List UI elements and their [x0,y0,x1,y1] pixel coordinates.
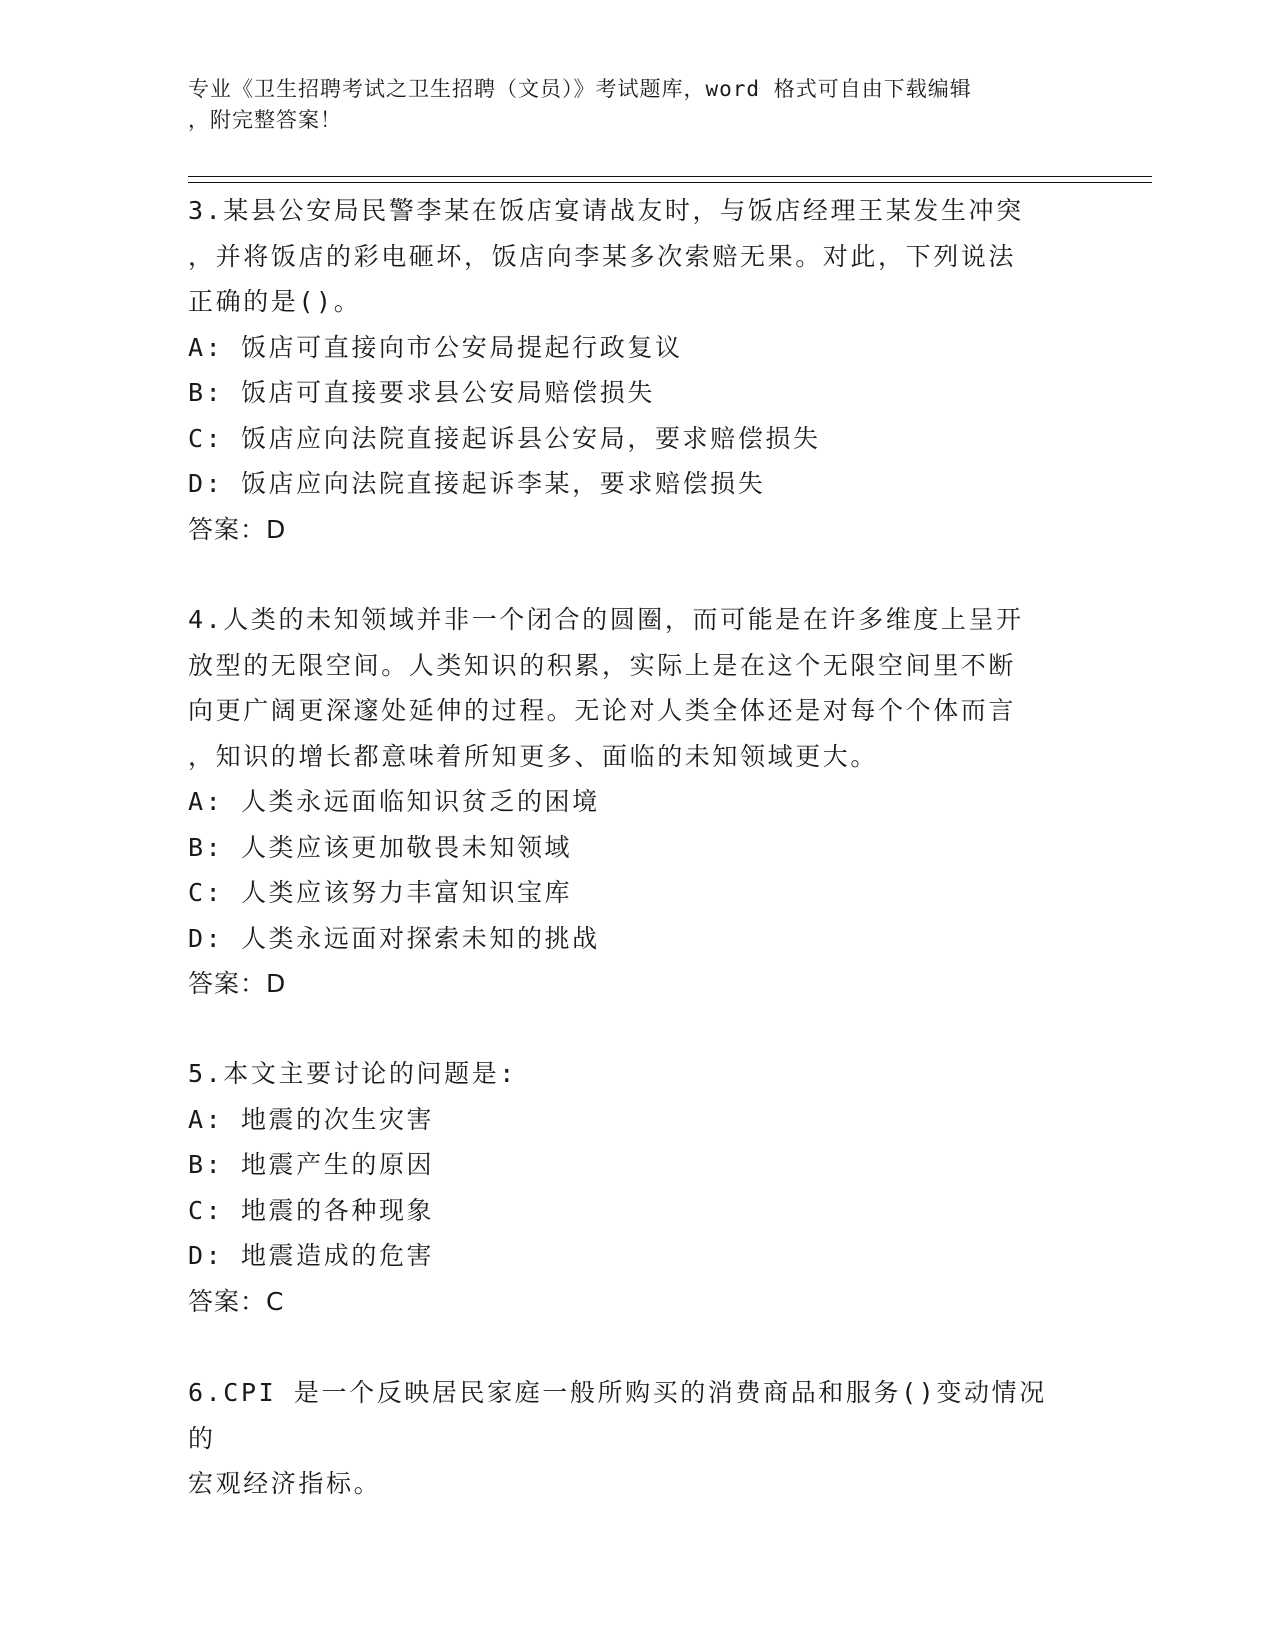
question-stem-line: 3.某县公安局民警李某在饭店宴请战友时，与饭店经理王某发生冲突 [188,196,1024,225]
question-stem-line: 5.本文主要讨论的问题是: [188,1059,517,1088]
question-4 [188,597,1068,1007]
question-stem-line: ，并将饭店的彩电砸坏，饭店向李某多次索赔无果。对此，下列说法 [188,241,1017,271]
question-6 [188,1370,1068,1507]
option-a: A: 地震的次生灾害 [188,1104,435,1134]
option-c: C: 人类应该努力丰富知识宝库 [188,878,573,907]
question-stem-line: 正确的是()。 [188,287,362,316]
header-line-2: ，附完整答案！ [188,108,342,132]
question-stem-line: 放型的无限空间。人类知识的积累，实际上是在这个无限空间里不断 [188,650,1017,680]
option-a: A: 人类永远面临知识贫乏的困境 [188,787,600,816]
option-d: D: 地震造成的危害 [188,1241,435,1270]
question-stem-line: 宏观经济指标。 [188,1469,382,1498]
option-c: C: 饭店应向法院直接起诉县公安局，要求赔偿损失 [188,423,821,453]
option-b: B: 饭店可直接要求县公安局赔偿损失 [188,378,655,407]
option-c: C: 地震的各种现象 [188,1195,435,1225]
document-header [188,74,1068,136]
header-line-1: 专业《卫生招聘考试之卫生招聘（文员）》考试题库，word 格式可自由下载编辑 [188,77,972,101]
option-d: D: 饭店应向法院直接起诉李某，要求赔偿损失 [188,469,766,498]
option-b: B: 地震产生的原因 [188,1150,435,1179]
header-divider-bottom [188,182,1152,183]
answer-line: 答案：D [188,969,287,998]
option-a: A: 饭店可直接向市公安局提起行政复议 [188,332,683,362]
question-stem-line: 4.人类的未知领域并非一个闭合的圆圈，而可能是在许多维度上呈开 [188,605,1024,634]
option-b: B: 人类应该更加敬畏未知领域 [188,832,573,862]
answer-line: 答案：C [188,1286,285,1316]
question-stem-line: 6.CPI 是一个反映居民家庭一般所购买的消费商品和服务()变动情况的 [188,1378,1047,1453]
question-stem-line: 向更广阔更深邃处延伸的过程。无论对人类全体还是对每个个体而言 [188,696,1017,725]
question-3 [188,188,1068,552]
answer-line: 答案：D [188,514,287,544]
question-5 [188,1051,1068,1324]
question-stem-line: ，知识的增长都意味着所知更多、面临的未知领域更大。 [188,741,879,771]
option-d: D: 人类永远面对探索未知的挑战 [188,923,600,953]
header-divider-top [188,176,1152,177]
